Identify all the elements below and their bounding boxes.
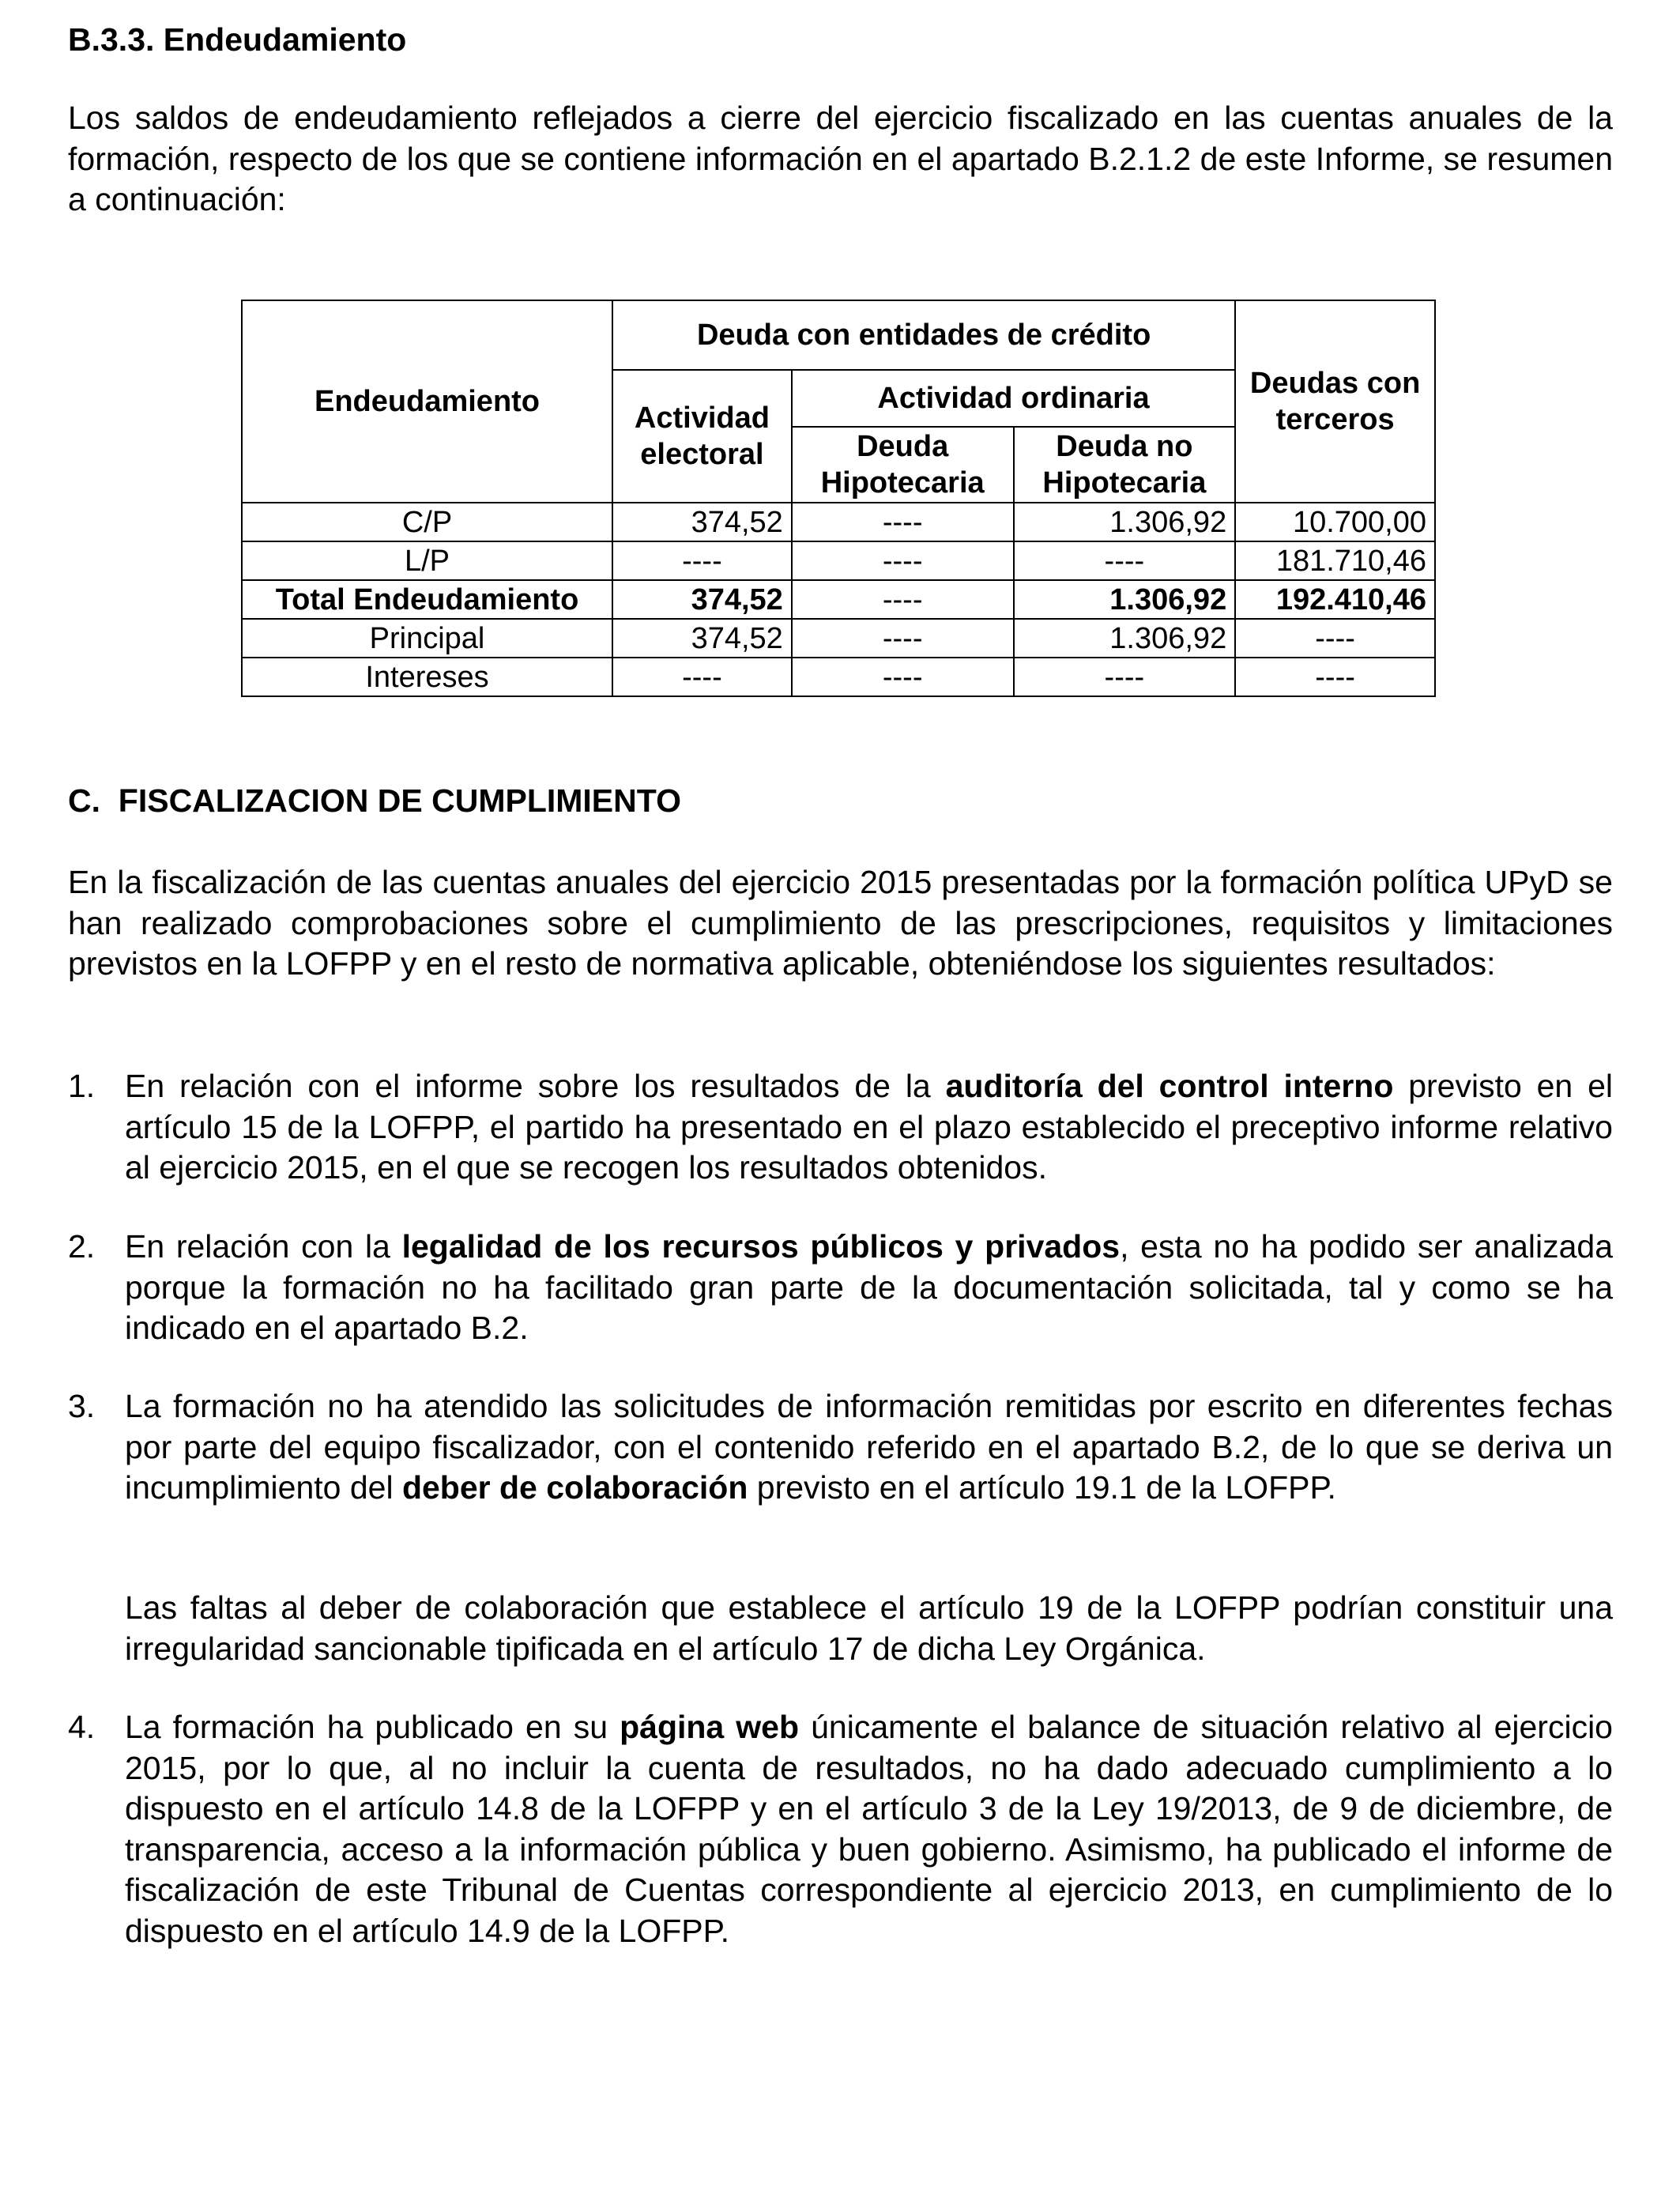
table-row-total xyxy=(242,580,1435,619)
row-label: L/P xyxy=(242,541,612,580)
header-deuda-hipotecaria: Deuda Hipotecaria xyxy=(792,427,1014,503)
table-row xyxy=(242,619,1435,658)
bold-term: legalidad de los recursos públicos y privados xyxy=(401,1228,1121,1265)
text-run: previsto en el artículo 19.1 de la LOFPP. xyxy=(748,1469,1336,1506)
bold-term: página web xyxy=(620,1709,800,1745)
row-label: Principal xyxy=(242,619,612,658)
list-number: 2. xyxy=(68,1228,96,1265)
debt-table xyxy=(241,300,1436,697)
text-run: En relación con el informe sobre los resultados de la xyxy=(125,1068,946,1104)
section-b333-intro: Los saldos de endeudamiento reflejados a cierre del ejercicio fiscalizado en las cuentas anuales de la formación, respecto de los que se contiene información en el apartado B.2.1.2 de este Informe, se resumen a continuación: xyxy=(68,100,1613,217)
list-text xyxy=(125,1227,1613,1349)
cell-electoral: 374,52 xyxy=(612,503,792,541)
text-run: La formación ha publicado en su xyxy=(125,1709,620,1745)
section-heading-c: C. FISCALIZACION DE CUMPLIMIENTO xyxy=(68,782,681,819)
cell-hipotecaria: ---- xyxy=(792,580,1014,619)
cell-electoral: ---- xyxy=(612,541,792,580)
cell-electoral: 374,52 xyxy=(612,619,792,658)
row-label: C/P xyxy=(242,503,612,541)
table-row xyxy=(242,658,1435,696)
cell-hipotecaria: ---- xyxy=(792,658,1014,696)
cell-electoral: 374,52 xyxy=(612,580,792,619)
header-deuda-entidades: Deuda con entidades de crédito xyxy=(612,300,1235,370)
table-header-row-1 xyxy=(242,300,1435,370)
list-text xyxy=(125,1707,1613,1951)
section-c-intro: En la fiscalización de las cuentas anuales del ejercicio 2015 presentadas por la formación política UPyD se han realizado comprobaciones sobre el cumplimiento de las prescripciones, requisitos y limitaciones previstos en la LOFPP y en el resto de normativa aplicable, obteniéndose los siguientes resultados: xyxy=(68,864,1613,982)
list-item-3-continuation xyxy=(68,1588,1613,1669)
list-text: Las faltas al deber de colaboración que establece el artículo 19 de la LOFPP podrían constituir una irregularidad sancionable tipificada en el artículo 17 de dicha Ley Orgánica. xyxy=(125,1589,1613,1667)
cell-hipotecaria: ---- xyxy=(792,619,1014,658)
list-number: 1. xyxy=(68,1068,96,1104)
cell-no-hipotecaria: ---- xyxy=(1014,658,1236,696)
list-text xyxy=(125,1066,1613,1189)
cell-no-hipotecaria: 1.306,92 xyxy=(1014,503,1236,541)
bold-term: auditoría del control interno xyxy=(945,1068,1394,1104)
list-item-2 xyxy=(68,1227,1613,1349)
header-actividad-electoral: Actividad electoral xyxy=(612,370,792,503)
table-row xyxy=(242,541,1435,580)
text-run: previsto en el artículo 15 de la LOFPP, el partido ha presentado en el plazo establecido el preceptivo informe relativo al ejercicio 2015, en el que se recogen los resultados obtenidos. xyxy=(125,1068,1613,1186)
table-row xyxy=(242,503,1435,541)
row-label: Total Endeudamiento xyxy=(242,580,612,619)
header-actividad-ordinaria: Actividad ordinaria xyxy=(792,370,1235,427)
text-run: En relación con la xyxy=(125,1228,402,1265)
cell-terceros: 192.410,46 xyxy=(1235,580,1435,619)
list-item-4 xyxy=(68,1707,1613,1951)
list-item-1 xyxy=(68,1066,1613,1189)
cell-electoral: ---- xyxy=(612,658,792,696)
list-item-3 xyxy=(68,1386,1613,1509)
list-number: 3. xyxy=(68,1388,96,1424)
cell-hipotecaria: ---- xyxy=(792,541,1014,580)
header-endeudamiento: Endeudamiento xyxy=(242,300,612,503)
cell-no-hipotecaria: 1.306,92 xyxy=(1014,580,1236,619)
cell-terceros: ---- xyxy=(1235,619,1435,658)
header-deudas-terceros: Deudas con terceros xyxy=(1235,300,1435,503)
cell-no-hipotecaria: ---- xyxy=(1014,541,1236,580)
list-number: 4. xyxy=(68,1709,96,1745)
text-run: únicamente el balance de situación relativo al ejercicio 2015, por lo que, al no incluir la cuenta de resultados, no ha dado adecuado cumplimiento a lo dispuesto en el artículo 14.8 de la LOFPP y en el artículo 3 de la Ley 19/2013, de 9 de diciembre, de transparencia, acceso a la información pública y buen gobierno. Asimismo, ha publicado el informe de fiscalización de este Tribunal de Cuentas correspondiente al ejercicio 2013, en cumplimiento de lo dispuesto en el artículo 14.9 de la LOFPP. xyxy=(125,1709,1613,1949)
cell-hipotecaria: ---- xyxy=(792,503,1014,541)
cell-no-hipotecaria: 1.306,92 xyxy=(1014,619,1236,658)
section-heading-b333: B.3.3. Endeudamiento xyxy=(68,21,407,58)
header-deuda-no-hipotecaria: Deuda no Hipotecaria xyxy=(1014,427,1236,503)
text-run: , esta no ha podido ser analizada porque la formación no ha facilitado gran parte de la documentación solicitada, tal y como se ha indicado en el apartado B.2. xyxy=(125,1228,1614,1346)
row-label: Intereses xyxy=(242,658,612,696)
cell-terceros: 10.700,00 xyxy=(1235,503,1435,541)
cell-terceros: 181.710,46 xyxy=(1235,541,1435,580)
list-text xyxy=(125,1386,1613,1509)
bold-term: deber de colaboración xyxy=(401,1469,748,1506)
cell-terceros: ---- xyxy=(1235,658,1435,696)
text-run: La formación no ha atendido las solicitudes de información remitidas por escrito en diferentes fechas por parte del equipo fiscalizador, con el contenido referido en el apartado B.2, de lo que se deriva un incumplimiento del xyxy=(125,1388,1613,1506)
